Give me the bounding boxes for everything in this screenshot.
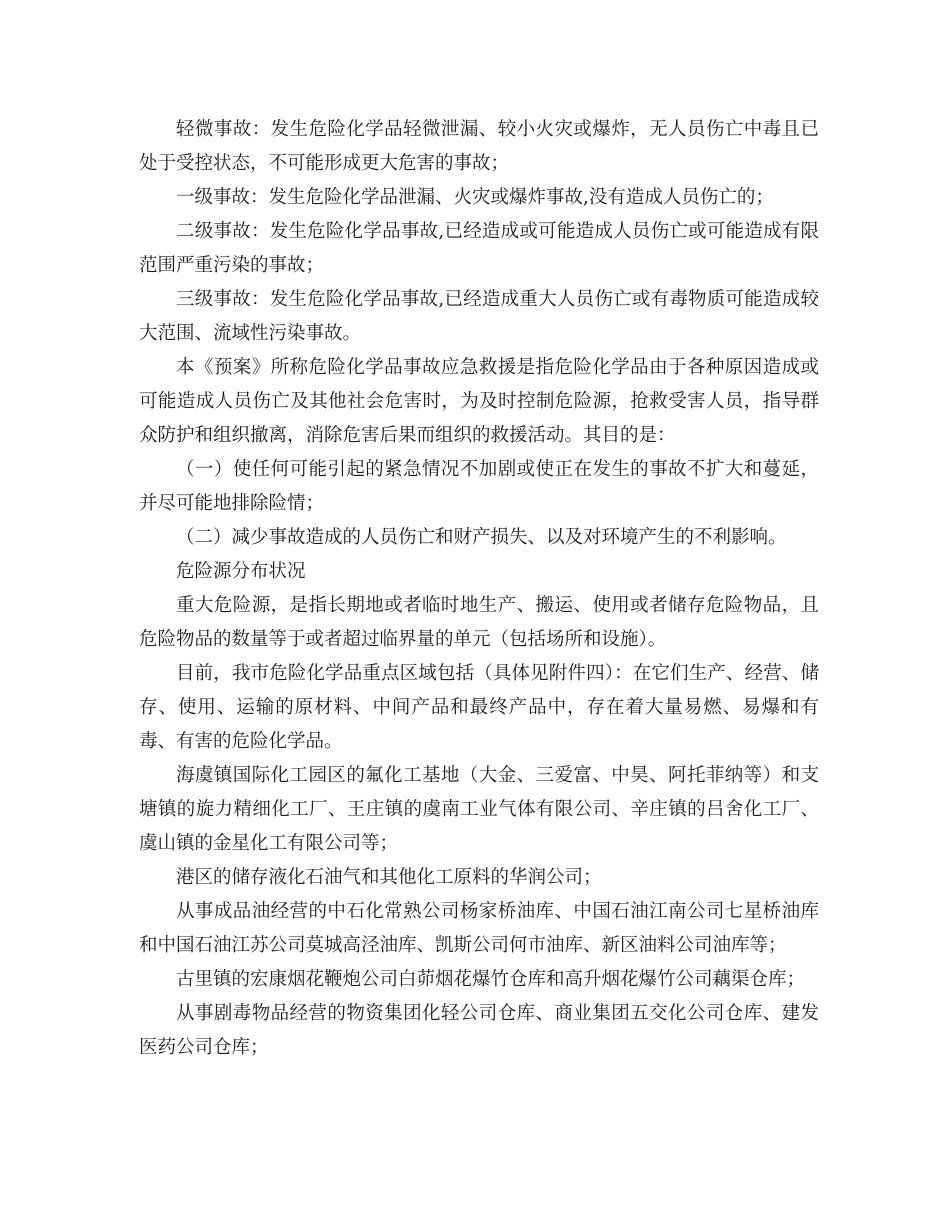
paragraph-major-hazard-definition: 重大危险源，是指长期地或者临时地生产、搬运、使用或者储存危险物品，且危险物品的数量等于或者超过临界量的单元（包括场所和设施）。	[139, 595, 819, 650]
paragraph-haiyu-chemical-park: 海虞镇国际化工园区的氟化工基地（大金、三爱富、中昊、阿托菲纳等）和支塘镇的旋力精细化工厂、王庄镇的虞南工业气体有限公司、辛庄镇的吕舍化工厂、虞山镇的金星化工有限公司等；	[139, 765, 819, 854]
paragraph-level-three-accident: 三级事故：发生危险化学品事故,已经造成重大人员伤亡或有毒物质可能造成较大范围、流域性污染事故。	[139, 289, 819, 344]
paragraph-port-area: 港区的储存液化石油气和其他化工原料的华润公司；	[176, 867, 602, 888]
document-body	[139, 113, 819, 1065]
paragraph-level-one-accident: 一级事故：发生危险化学品泄漏、火灾或爆炸事故,没有造成人员伤亡的；	[176, 187, 774, 208]
paragraph-minor-accident: 轻微事故：发生危险化学品轻微泄漏、较小火灾或爆炸，无人员伤亡中毒且已处于受控状态，不可能形成更大危害的事故；	[139, 119, 819, 174]
paragraph-level-two-accident: 二级事故：发生危险化学品事故,已经造成或可能造成人员伤亡或可能造成有限范围严重污染的事故；	[139, 221, 819, 276]
paragraph-key-areas: 目前，我市危险化学品重点区域包括（具体见附件四）：在它们生产、经营、储存、使用、运输的原材料、中间产品和最终产品中，存在着大量易燃、易爆和有毒、有害的危险化学品。	[139, 663, 819, 752]
paragraph-goal-two: （二）减少事故造成的人员伤亡和财产损失、以及对环境产生的不利影响。	[176, 527, 787, 548]
paragraph-oil-depots: 从事成品油经营的中石化常熟公司杨家桥油库、中国石油江南公司七星桥油库和中国石油江苏公司莫城高泾油库、凯斯公司何市油库、新区油料公司油库等；	[139, 901, 819, 956]
paragraph-toxic-goods-warehouses: 从事剧毒物品经营的物资集团化轻公司仓库、商业集团五交化公司仓库、建发医药公司仓库；	[139, 1003, 819, 1058]
paragraph-fireworks-warehouses: 古里镇的宏康烟花鞭炮公司白茆烟花爆竹仓库和高升烟花爆竹公司藕渠仓库；	[176, 969, 806, 990]
paragraph-plan-definition: 本《预案》所称危险化学品事故应急救援是指危险化学品由于各种原因造成或可能造成人员伤亡及其他社会危害时，为及时控制危险源，抢救受害人员，指导群众防护和组织撤离，消除危害后果而组织的救援活动。其目的是：	[139, 357, 819, 446]
paragraph-goal-one: （一）使任何可能引起的紧急情况不加剧或使正在发生的事故不扩大和蔓延，并尽可能地排除险情；	[139, 459, 819, 514]
section-heading-hazard-distribution: 危险源分布状况	[176, 561, 306, 582]
